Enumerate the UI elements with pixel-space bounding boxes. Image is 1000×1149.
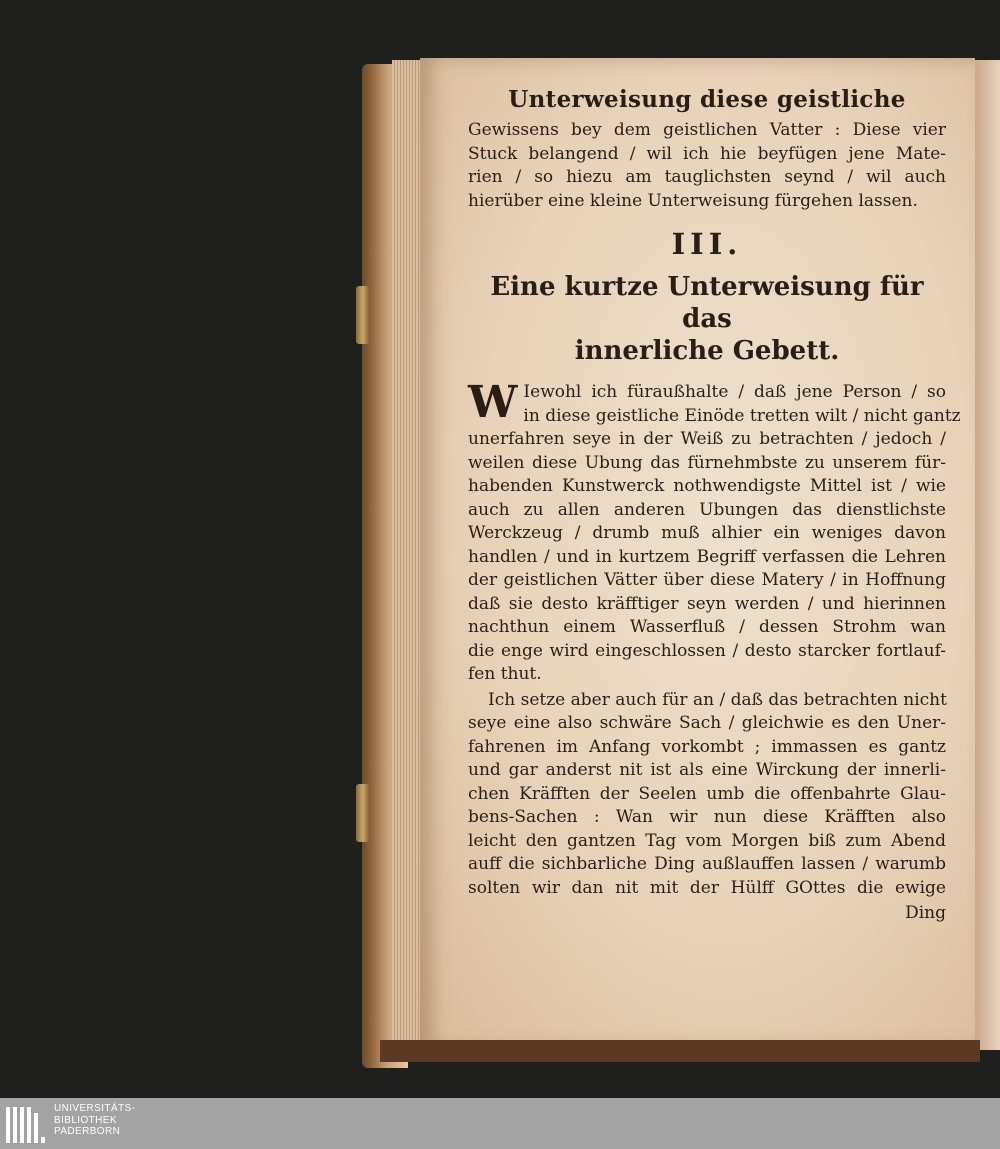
footer-bar [0,1098,1000,1149]
text-line: Stuck belangend / wil ich hie beyfügen jene Mate- [468,143,946,164]
text-line: seye eine also schwäre Sach / gleichwie es den Uner- [468,713,946,733]
paragraph-1 [468,377,961,687]
clasp-top [356,286,370,344]
text-line: weilen diese Ubung das fürnehmbste zu unserem für- [468,452,946,473]
text-line: fahrenen im Anfang vorkombt ; immassen es gantz [468,736,946,757]
text-line: habenden Kunstwerck nothwendigste Mittel ist / wie [468,476,946,496]
library-bars-logo-icon [6,1103,46,1143]
text-line: leicht den gantzen Tag vom Morgen biß zum Abend [468,830,946,851]
text-line: chen Kräfften der Seelen umb die offenbahrte Glau- [468,783,946,804]
text-line: unerfahren seye in der Weiß zu betrachten / jedoch / [468,429,946,449]
logo-line: BIBLIOTHEK [54,1114,117,1126]
text-line: Werckzeug / drumb muß alhier ein weniges davon [468,523,946,543]
text-line: bens-Sachen : Wan wir nun diese Kräfften also [468,807,946,827]
text-line: in diese geistliche Einöde tretten wilt / nicht gantz [523,405,961,426]
text-line: auff die sichbarliche Ding außlauffen lassen / warumb [468,854,946,874]
section-heading [468,271,946,367]
text-line: daß sie desto kräfftiger seyn werden / und hierinnen [468,593,946,614]
library-logo-text [54,1103,135,1138]
text-line: und gar anderst nit ist als eine Wirckung der innerli- [468,760,946,780]
text-line: fen thut. [468,664,542,684]
paragraph-2 [468,689,946,901]
page-text [468,80,961,926]
logo-line: UNIVERSITÄTS- [54,1103,136,1114]
cover-board [380,1040,980,1062]
clasp-bottom [356,784,370,842]
text-line: die enge wird eingeschlossen / desto starcker fortlauf- [468,640,946,661]
text-line: Ich setze aber auch für an / daß das betrachten nicht [488,689,947,710]
text-line: auch zu allen anderen Ubungen das dienstlichste [468,499,946,520]
text-line: solten wir dan nit mit der Hülff GOttes die ewige [468,877,946,898]
text-line: hierüber eine kleine Unterweisung fürgehen lassen. [468,190,918,211]
section-heading-line: innerliche Gebett. [574,336,840,366]
running-head: Unterweisung diese geistliche [508,86,906,113]
intro-paragraph [468,119,946,213]
text-line: Gewissens bey dem geistlichen Vatter : Diese vier [468,120,946,140]
catchword: Ding [905,903,946,923]
facing-page-edge [975,60,1000,1050]
text-line: Iewohl ich füraußhalte / daß jene Person / so [523,382,946,402]
logo-line: PADERBORN [54,1126,121,1137]
text-line: handlen / und in kurtzem Begriff verfassen die Lehren [468,546,946,567]
section-numeral: III. [671,227,743,261]
text-line: nachthun einem Wasserfluß / dessen Strohm wan [468,617,946,637]
text-line: der geistlichen Vätter über diese Matery / in Hoffnung [468,570,946,590]
section-heading-line: Eine kurtze Unterweisung für das [490,272,924,334]
text-line: rien / so hiezu am tauglichsten seynd / wil auch [468,167,946,187]
drop-cap: W [468,377,518,428]
